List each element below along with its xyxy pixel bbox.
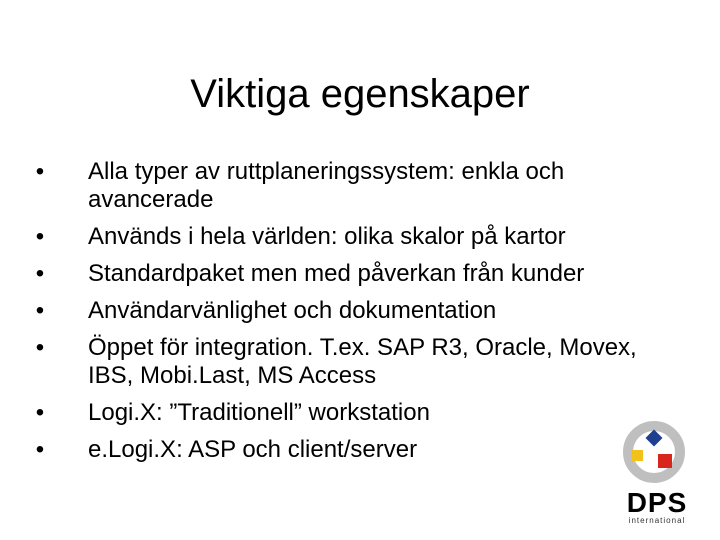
bullet-item	[30, 399, 670, 427]
bullet-text: Logi.X: ”Traditionell” workstation	[88, 399, 430, 426]
logo-square-blue	[646, 430, 663, 447]
bullet-text: e.Logi.X: ASP och client/server	[88, 436, 418, 463]
bullet-item	[30, 158, 670, 214]
logo-name: DPS	[626, 487, 688, 518]
logo-subtitle: international	[628, 516, 686, 525]
bullet-item	[30, 223, 670, 251]
slide-title: Viktiga egenskaper	[190, 72, 530, 116]
bullet-marker: •	[35, 334, 45, 361]
bullet-marker: •	[35, 436, 45, 463]
bullet-text: Används i hela världen: olika skalor på kartor	[88, 223, 566, 250]
bullet-marker: •	[35, 399, 45, 426]
dps-logo	[618, 418, 696, 528]
bullet-marker: •	[35, 297, 45, 324]
logo-square-red	[658, 454, 672, 468]
bullet-text: Standardpaket men med påverkan från kunder	[88, 260, 585, 287]
bullet-marker: •	[35, 158, 45, 185]
dps-logo-icon	[618, 418, 696, 488]
bullet-text: Öppet för integration. T.ex. SAP R3, Oracle, Movex, IBS, Mobi.Last, MS Access	[88, 334, 637, 389]
bullet-marker: •	[35, 260, 45, 287]
bullet-item	[30, 436, 670, 464]
bullet-text: Alla typer av ruttplaneringssystem: enkla och avancerade	[88, 158, 565, 213]
bullet-text: Användarvänlighet och dokumentation	[88, 297, 497, 324]
bullet-list	[30, 158, 670, 473]
bullet-item	[30, 334, 670, 390]
logo-square-yellow	[632, 450, 643, 461]
bullet-item	[30, 260, 670, 288]
bullet-marker: •	[35, 223, 45, 250]
bullet-item	[30, 297, 670, 325]
